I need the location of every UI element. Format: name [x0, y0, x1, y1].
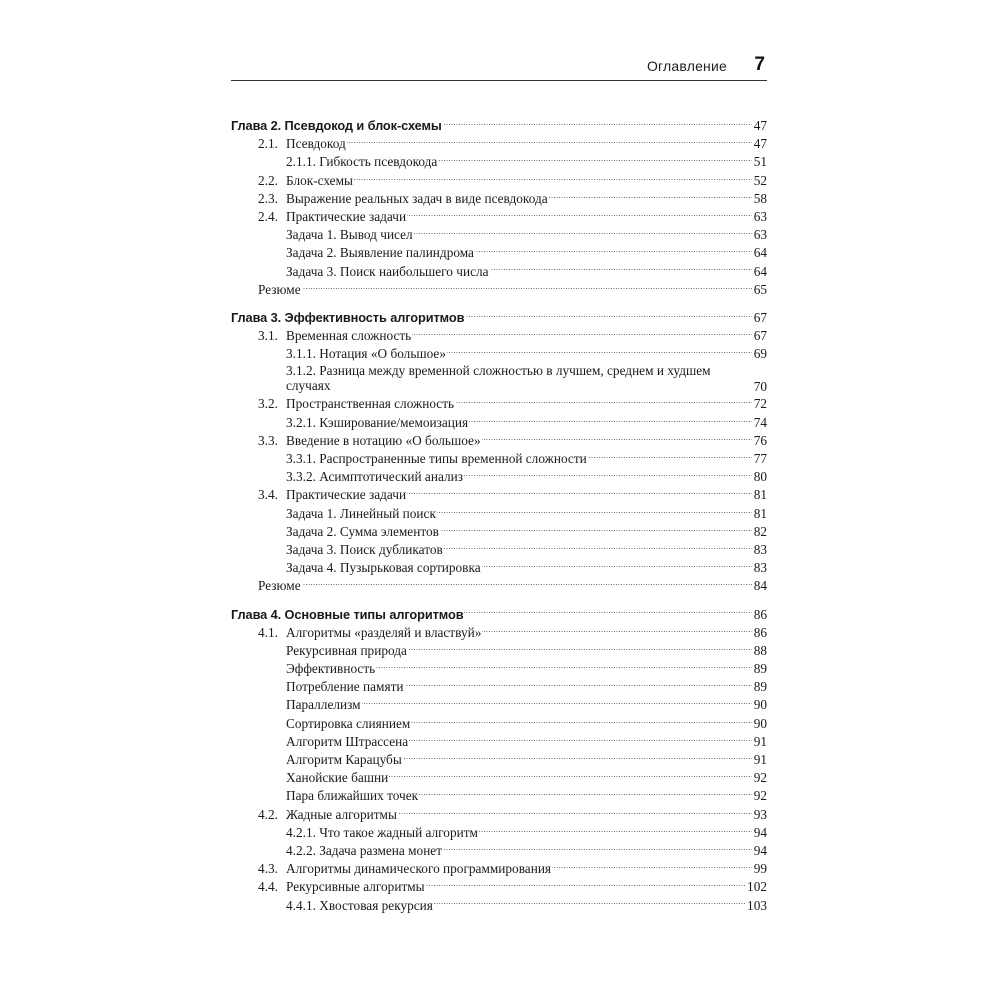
toc-page-number: 58	[752, 190, 767, 208]
toc-entry-row	[231, 715, 767, 733]
toc-entry-title: Потребление памяти	[286, 678, 405, 696]
toc-entry-title: 4.4.1. Хвостовая рекурсия	[286, 897, 434, 915]
toc-page-number: 63	[752, 226, 767, 244]
toc-entry-title: Жадные алгоритмы	[286, 806, 398, 824]
toc-entry-row	[231, 733, 767, 751]
toc-page-number: 89	[752, 660, 767, 678]
toc-page-number: 81	[752, 505, 767, 523]
toc-entry-number: 4.4.	[258, 878, 278, 896]
toc-entry-title: 3.1.2. Разница между временной сложностью в лучшем, среднем и худшем случаях	[286, 363, 757, 393]
toc-entry-row	[231, 860, 767, 878]
toc-entry-row	[231, 327, 767, 345]
toc-entry-row	[231, 363, 767, 395]
toc-entry-title: Задача 3. Поиск дубликатов	[286, 541, 444, 559]
toc-page-number: 94	[752, 824, 767, 842]
toc-chapter-row	[231, 309, 767, 327]
toc-page-number: 89	[752, 678, 767, 696]
toc-page-number: 99	[752, 860, 767, 878]
toc-entry-row	[231, 897, 767, 915]
toc-entry-title: Практические задачи	[286, 208, 407, 226]
toc-entry-title: Алгоритм Карацубы	[286, 751, 403, 769]
toc-entry-row	[231, 486, 767, 504]
toc-entry-row	[231, 559, 767, 577]
toc-entry-row	[231, 345, 767, 363]
toc-page-number: 86	[752, 624, 767, 642]
toc-page-number: 83	[752, 559, 767, 577]
toc-entry-number: 3.4.	[258, 486, 278, 504]
toc-page-number: 82	[752, 523, 767, 541]
toc-page-number: 63	[752, 208, 767, 226]
toc-page-number: 93	[752, 806, 767, 824]
toc-entry-row	[231, 244, 767, 262]
toc-page-number: 67	[752, 327, 767, 345]
toc-entry-row	[231, 577, 767, 595]
toc-page-number: 92	[752, 769, 767, 787]
dot-leader	[258, 281, 767, 299]
toc-entry-row	[231, 696, 767, 714]
running-header	[231, 56, 767, 81]
toc-entry-row	[231, 153, 767, 171]
toc-entry-title: Ханойские башни	[286, 769, 389, 787]
toc-entry-number: 3.1.	[258, 327, 278, 345]
toc-entry-row	[231, 642, 767, 660]
toc-entry-title: 3.2.1. Кэширование/мемоизация	[286, 414, 469, 432]
toc-page-number: 70	[752, 378, 767, 396]
chapter-spacer	[231, 596, 767, 606]
toc-entry-number: 2.1.	[258, 135, 278, 153]
dot-leader	[258, 577, 767, 595]
toc-entry-title: Алгоритмы динамического программирования	[286, 860, 552, 878]
toc-page-number: 84	[752, 577, 767, 595]
toc-page-number: 67	[752, 309, 767, 327]
toc-entry-title: Резюме	[258, 281, 302, 299]
toc-entry-row	[231, 769, 767, 787]
toc-entry-number: 4.1.	[258, 624, 278, 642]
toc-entry-row	[231, 190, 767, 208]
toc-entry-title: Блок-схемы	[286, 172, 354, 190]
toc-entry-number: 3.3.	[258, 432, 278, 450]
toc-page-number: 90	[752, 696, 767, 714]
toc-entry-title: Введение в нотацию «О большое»	[286, 432, 482, 450]
toc-page-number: 92	[752, 787, 767, 805]
toc-page-number: 72	[752, 395, 767, 413]
toc-entry-title: Пара ближайших точек	[286, 787, 419, 805]
toc-entry-title: 4.2.2. Задача размена монет	[286, 842, 443, 860]
toc-entry-title: Сортировка слиянием	[286, 715, 411, 733]
toc-page-number: 52	[752, 172, 767, 190]
toc-page-number: 64	[752, 244, 767, 262]
toc-chapter-title: Глава 3. Эффективность алгоритмов	[231, 309, 465, 327]
toc-entry-row	[231, 263, 767, 281]
toc-entry-row	[231, 505, 767, 523]
toc-entry-number: 4.3.	[258, 860, 278, 878]
toc-page-number: 64	[752, 263, 767, 281]
toc-entry-row	[231, 226, 767, 244]
toc-entry-number: 3.2.	[258, 395, 278, 413]
toc-entry-title: Алгоритмы «разделяй и властвуй»	[286, 624, 482, 642]
toc-entry-row	[231, 541, 767, 559]
toc-page-number: 88	[752, 642, 767, 660]
toc-entry-title: Пространственная сложность	[286, 395, 455, 413]
toc-entry-row	[231, 878, 767, 896]
toc-entry-row	[231, 395, 767, 413]
toc-entry-row	[231, 523, 767, 541]
toc-entry-title: Практические задачи	[286, 486, 407, 504]
toc-entry-number: 2.3.	[258, 190, 278, 208]
toc-page-number: 91	[752, 751, 767, 769]
toc-entry-title: Алгоритм Штрассена	[286, 733, 409, 751]
toc-page-number: 69	[752, 345, 767, 363]
running-header-title: Оглавление	[646, 58, 727, 74]
toc-entry-title: Рекурсивные алгоритмы	[286, 878, 426, 896]
toc-entry-row	[231, 135, 767, 153]
toc-entry-title: Задача 2. Сумма элементов	[286, 523, 440, 541]
toc-entry-title: Задача 3. Поиск наибольшего числа	[286, 263, 490, 281]
toc-page-number: 83	[752, 541, 767, 559]
toc-page-number: 77	[752, 450, 767, 468]
toc-entry-title: Задача 1. Вывод чисел	[286, 226, 414, 244]
toc-entry-number: 2.4.	[258, 208, 278, 226]
toc-entry-row	[231, 450, 767, 468]
toc-page-number: 74	[752, 414, 767, 432]
toc-page-number: 76	[752, 432, 767, 450]
toc-chapter-title: Глава 4. Основные типы алгоритмов	[231, 606, 464, 624]
toc-entry-row	[231, 806, 767, 824]
toc-entry-row	[231, 660, 767, 678]
toc-entry-row	[231, 414, 767, 432]
toc-page-number: 86	[752, 606, 767, 624]
chapter-spacer	[231, 299, 767, 309]
toc-entry-row	[231, 842, 767, 860]
toc-entry-row	[231, 208, 767, 226]
toc-entry-title: Рекурсивная природа	[286, 642, 408, 660]
page-number: 7	[754, 54, 765, 75]
toc-entry-row	[231, 468, 767, 486]
toc-page-number: 51	[752, 153, 767, 171]
toc-entry-title: Временная сложность	[286, 327, 412, 345]
toc-entry-title: 4.2.1. Что такое жадный алгоритм	[286, 824, 479, 842]
toc-entry-title: Псевдокод	[286, 135, 347, 153]
toc-entry-row	[231, 678, 767, 696]
toc-entry-title: 2.1.1. Гибкость псевдокода	[286, 153, 438, 171]
toc-page-number: 90	[752, 715, 767, 733]
toc-chapter-title: Глава 2. Псевдокод и блок-схемы	[231, 117, 443, 135]
toc-entry-title: Задача 2. Выявление палиндрома	[286, 244, 475, 262]
toc-chapter-row	[231, 606, 767, 624]
toc-chapter-row	[231, 117, 767, 135]
toc-page-number: 47	[752, 135, 767, 153]
toc-entry-number: 2.2.	[258, 172, 278, 190]
toc-entry-title: Резюме	[258, 577, 302, 595]
toc-entry-row	[231, 824, 767, 842]
toc-page-number: 91	[752, 733, 767, 751]
toc-page-number: 81	[752, 486, 767, 504]
toc-entry-row	[231, 624, 767, 642]
toc-entry-row	[231, 432, 767, 450]
toc-entry-row	[231, 787, 767, 805]
toc-entry-title: Задача 1. Линейный поиск	[286, 505, 437, 523]
toc-entry-title: 3.1.1. Нотация «О большое»	[286, 345, 447, 363]
toc-page-number: 47	[752, 117, 767, 135]
toc-entry-title: 3.3.1. Распространенные типы временной сложности	[286, 450, 588, 468]
toc-entry-title: Параллелизм	[286, 696, 362, 714]
toc-page-number: 80	[752, 468, 767, 486]
toc-page-number: 103	[745, 897, 767, 915]
toc-entry-title: Эффективность	[286, 660, 376, 678]
toc-page-number: 65	[752, 281, 767, 299]
toc-entry-title: 3.3.2. Асимптотический анализ	[286, 468, 464, 486]
toc-entry-row	[231, 172, 767, 190]
dot-leader	[286, 135, 767, 153]
toc-page-number: 102	[745, 878, 767, 896]
table-of-contents	[231, 117, 767, 915]
toc-page-number: 94	[752, 842, 767, 860]
toc-entry-title: Выражение реальных задач в виде псевдокода	[286, 190, 549, 208]
toc-entry-row	[231, 281, 767, 299]
toc-entry-number: 4.2.	[258, 806, 278, 824]
toc-entry-title: Задача 4. Пузырьковая сортировка	[286, 559, 482, 577]
toc-entry-row	[231, 751, 767, 769]
dot-leader	[286, 172, 767, 190]
